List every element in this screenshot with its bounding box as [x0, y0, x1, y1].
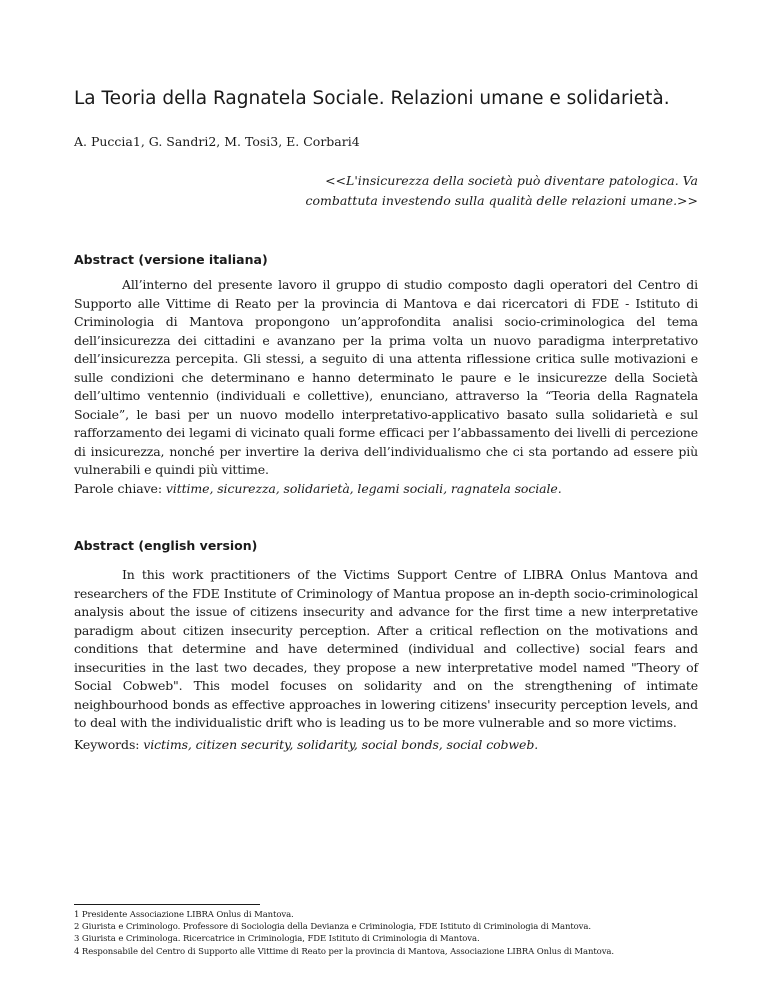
- abstract-english-text: In this work practitioners of the Victims Support Centre of LIBRA Onlus Mantova and researchers of the FDE Institute of Criminology of Mantua propose an in-depth socio-criminological analysis about the issue of citizens insecurity and advance for the first time a new interpretative paradigm about citizen insecurity perception. After a critical reflection on the motivations and conditions that determine and have determined (individual and collective) social fears and insecurities in the last two decades, they propose a new interpretative model named "Theory of Social Cobweb". This model focuses on solidarity and on the strengthening of intimate neighbourhood bonds as effective approaches in lowering citizens' insecurity perception levels, and to deal with the individualistic drift who is leading us to be more vulnerable and so more victims.: [74, 567, 698, 730]
- document-page: [74, 0, 698, 994]
- epigraph-open-mark: <<: [325, 173, 347, 188]
- epigraph-line-2: combattuta investendo sulla qualità delle relazioni umane.: [305, 193, 678, 208]
- footnote-3: 3 Giurista e Criminologa. Ricercatrice in Criminologia, FDE Istituto di Criminologia di Mantova.: [74, 934, 480, 945]
- paper-title: La Teoria della Ragnatela Sociale. Relazioni umane e solidarietà.: [74, 88, 670, 109]
- abstract-italian-text: All’interno del presente lavoro il gruppo di studio composto dagli operatori del Centro di Supporto alle Vittime di Reato per la provincia di Mantova e dai ricercatori di FDE - Istituto di Criminologia di Mantova propongono un’approfondita analisi socio-criminologica del tema dell’insicurezza dei cittadini e avanzano per la prima volta un nuovo paradigma interpretativo dell’insicurezza percepita. Gli stessi, a seguito di una attenta riflessione critica sulle motivazioni e sulle condizioni che determinano e hanno determinato le paure e le insicurezze della Società dell’ultimo ventennio (individuali e collettive), enunciano, attraverso la “Teoria della Ragnatela Sociale”, le basi per un nuovo modello interpretativo-applicativo basato sulla solidarietà e sul rafforzamento dei legami di vicinato quali forme efficaci per l’abbassamento dei livelli di percezione di insicurezza, nonché per invertire la deriva dell’individualismo che ci sta portando ad essere più vulnerabili e quindi più vittime.: [74, 277, 698, 477]
- keywords-italian-label: Parole chiave:: [74, 481, 166, 496]
- keywords-italian: [74, 481, 698, 496]
- footnote-4: 4 Responsabile del Centro di Supporto alle Vittime di Reato per la provincia di Mantova, Associazione LIBRA Onlus di Mantova.: [74, 946, 614, 957]
- keywords-english-label: Keywords:: [74, 737, 144, 752]
- keywords-italian-values: vittime, sicurezza, solidarietà, legami sociali, ragnatela sociale.: [165, 481, 562, 496]
- abstract-english-heading: Abstract (english version): [74, 538, 258, 553]
- keywords-english-values: victims, citizen security, solidarity, social bonds, social cobweb.: [143, 737, 539, 752]
- epigraph-quote: [298, 171, 698, 211]
- author-list: A. Puccia1, G. Sandri2, M. Tosi3, E. Corbari4: [74, 134, 360, 149]
- epigraph-close-mark: >>: [677, 193, 698, 208]
- footnote-2: 2 Giurista e Criminologo. Professore di Sociologia della Devianza e Criminologia, FDE Istituto di Criminologia di Mantova.: [74, 922, 591, 933]
- abstract-italian-heading: Abstract (versione italiana): [74, 252, 268, 267]
- epigraph-line-1: L'insicurezza della società può diventare patologica. Va: [346, 173, 698, 188]
- keywords-english: [74, 737, 698, 752]
- footnote-separator: [74, 904, 260, 905]
- footnote-list: [74, 909, 698, 958]
- footnote-1: 1 Presidente Associazione LIBRA Onlus di Mantova.: [74, 910, 294, 920]
